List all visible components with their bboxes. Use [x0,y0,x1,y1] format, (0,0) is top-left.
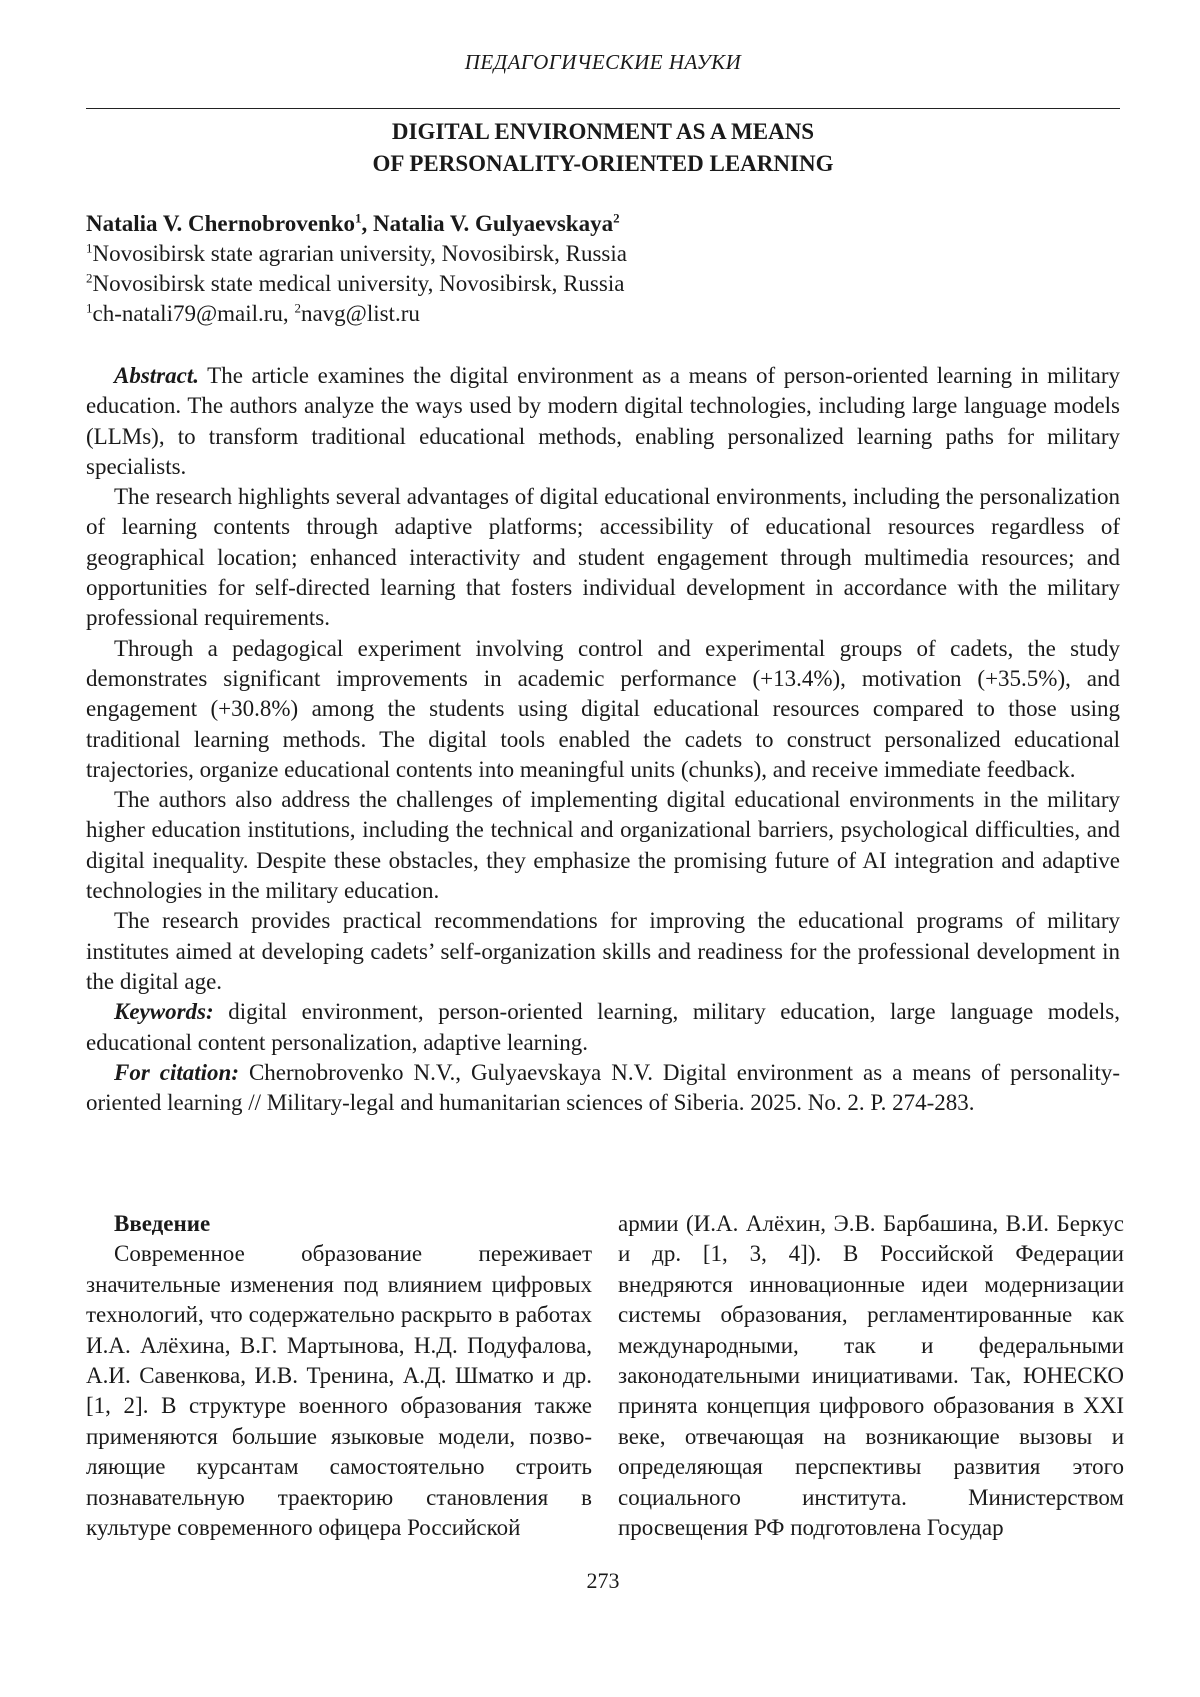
abstract-text-1: The article examines the digital environment as a means of person-oriented learning in military education. The authors analyze the ways used by modern digital technologies, including large language models (LLMs), to transform traditional educational methods, enabling personalized learning paths for military specialists. [86,363,1120,479]
abstract-label: Abstract. [114,363,199,388]
header-rule [86,108,1120,109]
email-1-sup: 1 [86,300,93,316]
keywords-label: Keywords: [114,999,214,1025]
intro-paragraph-right: армии (И.А. Алёхин, Э.В. Барбашина, В.И. Беркус и др. [1, 3, 4]). В Российской Федерации внедряются инновационные идеи модернизации системы образования, регламентированные как международными, так и федеральными законодательными инициативами. Так, ЮНЕСКО принята концепция цифрового образования в XXI веке, отвечающая на возникающие вызовы и определяющая перспективы развития этого социального института. Министерством просвещения РФ подготовлена Государ [618,1211,1124,1541]
author-1-name: Natalia V. Chernobrovenko [86,211,356,236]
abstract-paragraph-4: The authors also address the challenges of implementing digital educational environments in the military higher education institutions, including the technical and organizational barriers, psychological difficulties, and digital inequality. Despite these obstacles, they emphasize the promising future of AI integration and adaptive technologies in the military education. [86,787,1120,904]
affiliation-1-text: Novosibirsk state agrarian university, Novosibirsk, Russia [92,241,627,266]
email-line [86,299,1120,329]
abstract-paragraph-2: The research highlights several advantages of digital educational environments, including the personalization of learning contents through adaptive platforms; accessibility of educational resources regardless of geographical location; enhanced interactivity and student engagement through multimedia resources; and opportunities for self-directed learning that fosters individual development in accordance with the military professional requirements. [86,484,1120,631]
article-title [86,116,1120,180]
email-1-link[interactable]: ch-natali79@mail.ru, [92,301,295,326]
affiliation-2-text: Novosibirsk state medical university, Novosibirsk, Russia [92,271,625,296]
email-2-sup: 2 [294,300,301,316]
body-column-left [86,1209,592,1543]
page-number: 273 [586,1568,620,1593]
abstract-block [86,361,1120,1118]
author-block [86,209,1120,329]
abstract-paragraph-5: The research provides practical recommendations for improving the educational programs of military institutes aimed at developing cadets’ self-organization skills and readiness for the professional development in the digital age. [86,908,1120,994]
section-heading-intro: Введение [114,1211,211,1236]
affiliation-2 [86,269,1120,299]
title-line-1: DIGITAL ENVIRONMENT AS A MEANS [391,119,815,144]
author-1-sup: 1 [355,210,362,226]
author-names [86,209,1120,239]
keywords-paragraph [86,997,1120,1058]
author-2-sup: 2 [613,210,620,226]
citation-label: For citation: [114,1059,239,1085]
intro-paragraph-left: Современное образование переживает значительные изменения под влиянием цифровых технологий, что содержательно раскрыто в работах И.А. Алёхина, В.Г. Мартынова, Н.Д. Подуфалова, А.И. Савенкова, И.В. Тренина, А.Д. Шматко и др. [1, 2]. В структуре военного образования также применяются большие языковые модели, позволяющие курсантам самостоятельно строить познавательную траекторию становления в культуре современного офицера Российской [86,1241,592,1541]
email-2-link[interactable]: navg@list.ru [300,301,420,326]
affiliation-1 [86,239,1120,269]
running-header: ПЕДАГОГИЧЕСКИЕ НАУКИ [464,50,742,74]
author-separator: , [361,211,374,236]
affiliation-1-sup: 1 [86,240,93,256]
abstract-paragraph-3: Through a pedagogical experiment involving control and experimental groups of cadets, the study demonstrates significant improvements in academic performance (+13.4%), motivation (+35.5%), and engagement (+30.8%) among the students using digital educational resources compared to those using traditional learning methods. The digital tools enabled the cadets to construct personalized educational trajectories, organize educational contents into meaningful units (chunks), and receive immediate feedback. [86,635,1120,782]
citation-paragraph [86,1058,1120,1119]
citation-text: Chernobrovenko N.V., Gulyaevskaya N.V. Digital environment as a means of personality-oriented learning // Military-legal and humanitarian sciences of Siberia. 2025. No. 2. P. 274-283. [86,1059,1120,1116]
affiliation-2-sup: 2 [86,270,93,286]
author-2-name: Natalia V. Gulyaevskaya [373,211,614,236]
keywords-text: digital environment, person-oriented learning, military education, large language models, educational content personalization, adaptive learning. [86,999,1120,1055]
body-column-right [618,1209,1124,1543]
abstract-paragraph-1 [86,361,1120,482]
title-line-2: OF PERSONALITY-ORIENTED LEARNING [372,151,834,176]
